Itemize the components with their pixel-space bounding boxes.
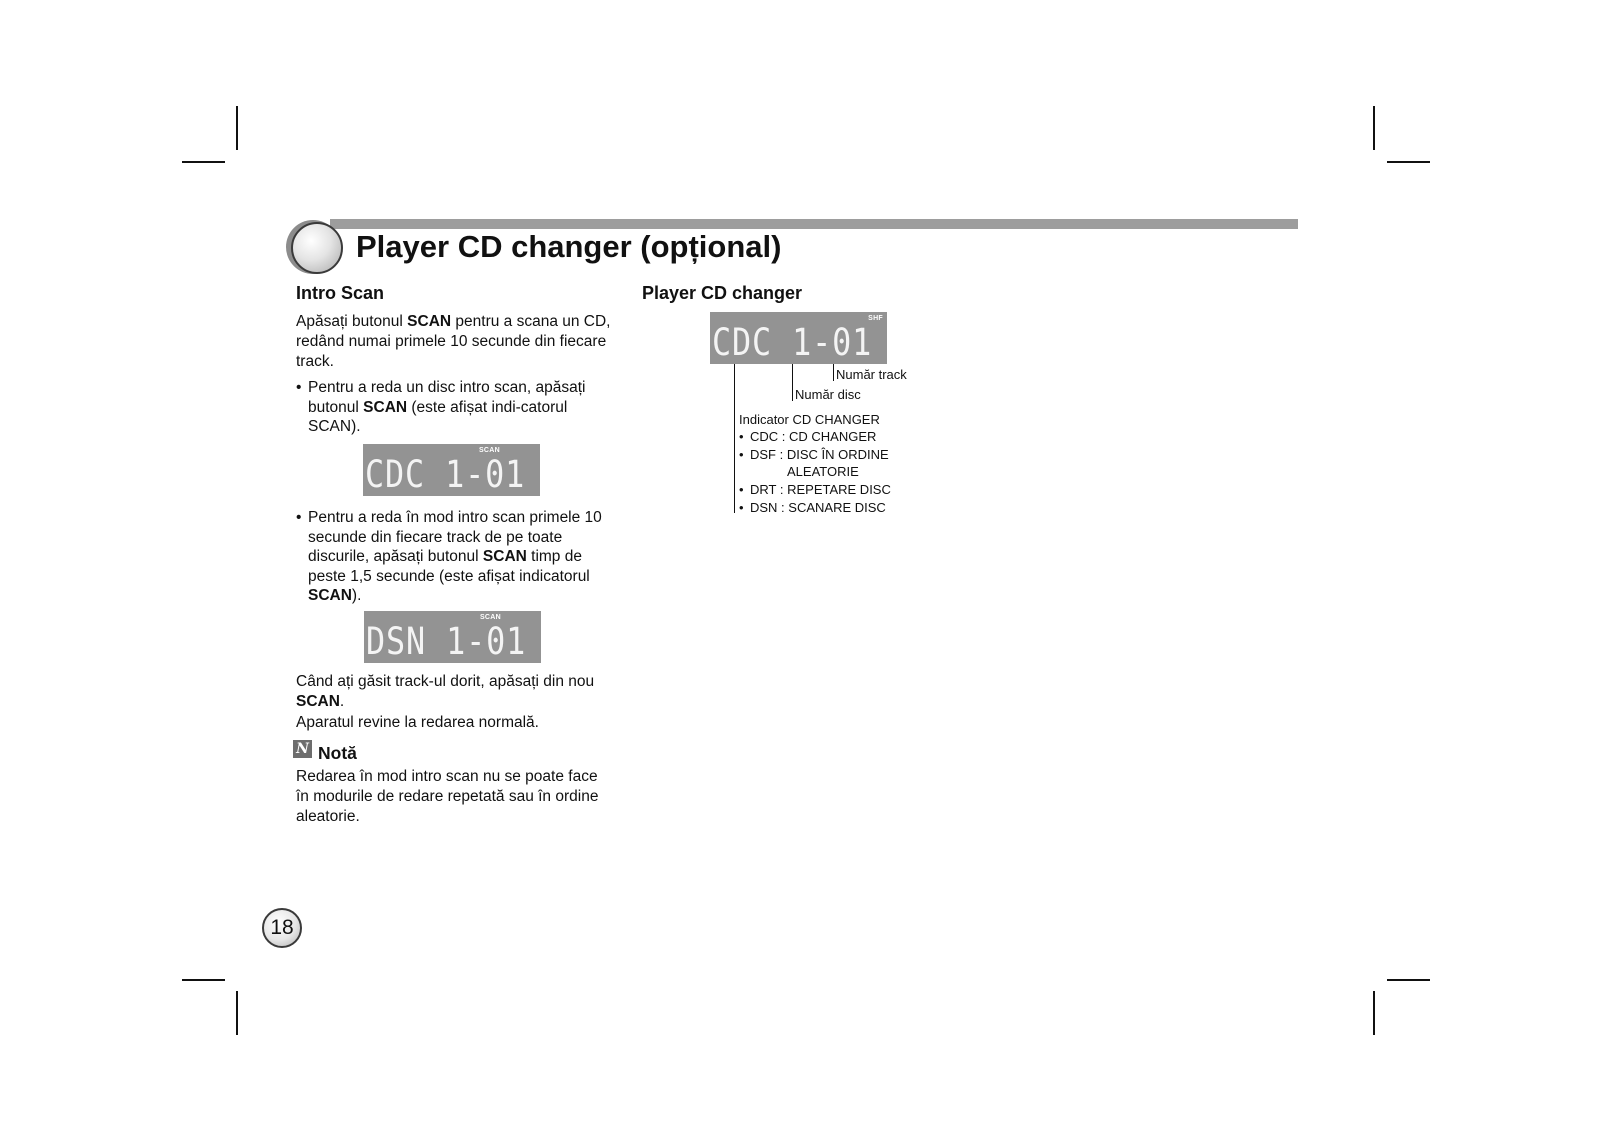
title-bar (330, 219, 1298, 229)
crop-mark-top-left-horizontal (182, 161, 225, 163)
bullet2-text-1: Pentru a reda în mod intro scan primele 10 secunde din fiecare track de pe toate discurile, apăsați butonul (308, 509, 602, 565)
pointer-line-disc (792, 364, 793, 401)
page-title: Player CD changer (opțional) (356, 229, 782, 264)
indicator-item-dsn: DSN : SCANARE DISC (750, 500, 886, 515)
intro-scan-paragraph (296, 312, 614, 372)
found-text-1: Când ați găsit track-ul dorit, apăsați din nou (296, 673, 595, 690)
bullet2-text-3: ). (351, 587, 362, 604)
found-text-2: . (339, 693, 345, 710)
pointer-line-track (833, 364, 834, 381)
bullet2-text-2: timp de peste 1,5 secunde (este afișat indicatorul (308, 548, 590, 585)
crop-mark-top-left-vertical (236, 106, 238, 150)
indicator-item-dsf-continued: ALEATORIE (787, 464, 859, 479)
cd-changer-heading: Player CD changer (642, 283, 803, 303)
intro-text-1: Apăsați butonul (296, 313, 408, 330)
lcd-text: CDC 1-01 (365, 453, 526, 496)
indicator-item-dsf: DSF : DISC ÎN ORDINE (750, 447, 889, 462)
indicator-bullet-dot: • (739, 482, 744, 497)
normal-playback-paragraph: Aparatul revine la redarea normală. (296, 714, 539, 731)
crop-mark-top-right-vertical (1373, 106, 1375, 150)
label-disc-number: Număr disc (795, 387, 861, 402)
lcd-scan-indicator: SCAN (479, 614, 501, 621)
indicator-bullet-dot: • (739, 447, 744, 462)
indicator-bullet-dot: • (739, 429, 744, 444)
bullet1-scan-keyword: SCAN (363, 398, 408, 416)
indicator-bullet-dot: • (739, 500, 744, 515)
lcd-shf-indicator: SHF (868, 315, 883, 322)
lcd-text: CDC 1-01 (712, 321, 873, 364)
lcd-display-changer (710, 312, 887, 364)
bullet2-scan-keyword-2: SCAN (308, 587, 352, 604)
indicator-item-drt: DRT : REPETARE DISC (750, 482, 891, 497)
intro-scan-keyword: SCAN (407, 313, 452, 330)
lcd-text: DSN 1-01 (366, 620, 527, 663)
bullet-all-discs (296, 508, 618, 606)
intro-text-2: pentru a scana un CD, redând numai primele 10 secunde din fiecare track. (296, 313, 611, 370)
title-circle-icon (291, 222, 343, 274)
note-icon: N (293, 740, 312, 758)
crop-mark-top-right-horizontal (1387, 161, 1430, 163)
lcd-display-cdc (363, 444, 540, 496)
label-indicator-title: Indicator CD CHANGER (739, 412, 880, 427)
found-scan-keyword: SCAN (296, 693, 340, 710)
bullet1-text-1: Pentru a reda un disc intro scan, apăsați butonul (308, 379, 586, 416)
crop-mark-bottom-left-vertical (236, 991, 238, 1035)
crop-mark-bottom-right-vertical (1373, 991, 1375, 1035)
note-paragraph: Redarea în mod intro scan nu se poate face în modurile de redare repetată sau în ordine aleatorie. (296, 768, 599, 825)
lcd-display-dsn (364, 611, 541, 663)
bullet-dot: • (296, 509, 302, 526)
intro-scan-heading: Intro Scan (296, 283, 385, 303)
bullet-dot: • (296, 379, 302, 396)
indicator-item-cdc: CDC : CD CHANGER (750, 429, 877, 444)
found-track-paragraph (296, 672, 614, 712)
label-track-number: Număr track (836, 367, 907, 382)
crop-mark-bottom-left-horizontal (182, 979, 225, 981)
bullet2-scan-keyword: SCAN (482, 548, 527, 565)
bullet-single-disc (296, 378, 614, 437)
pointer-line-indicator (734, 364, 735, 513)
note-heading: Notă (318, 743, 357, 763)
lcd-scan-indicator: SCAN (478, 447, 500, 454)
crop-mark-bottom-right-horizontal (1387, 979, 1430, 981)
bullet1-text-2: (este afișat indi-catorul SCAN). (308, 398, 568, 435)
page-number: 18 (262, 908, 302, 948)
